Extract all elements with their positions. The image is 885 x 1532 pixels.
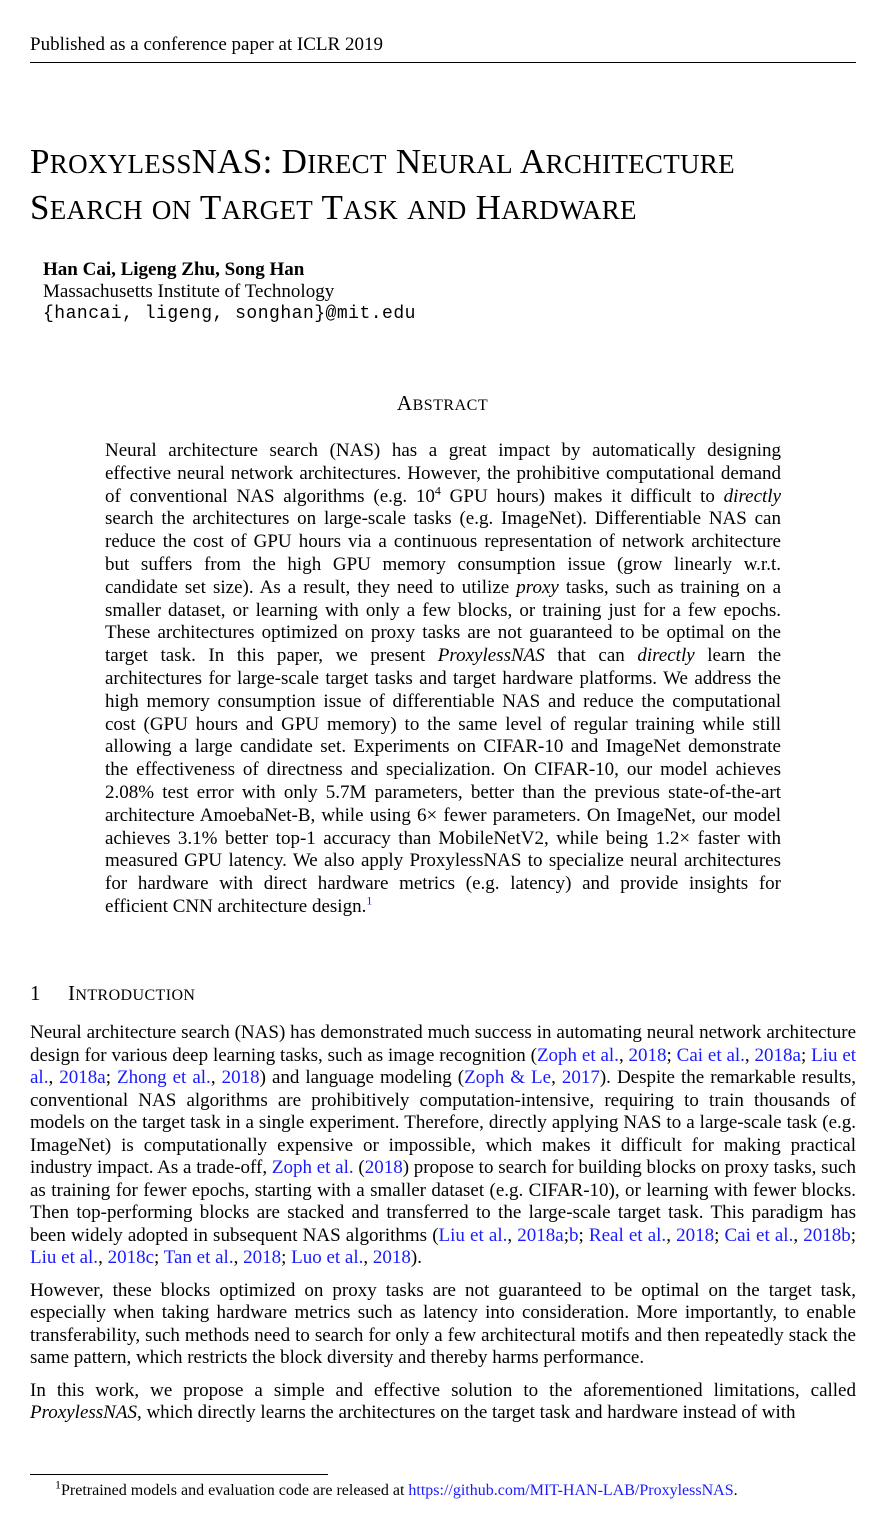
paragraph-text: ; [714, 1224, 725, 1246]
author-names: Han Cai, Ligeng Zhu, Song Han [43, 259, 305, 280]
footnote-end: . [733, 1482, 738, 1499]
abstract-emphasis: directly [637, 645, 695, 667]
citation-link[interactable]: Zoph et al. [271, 1157, 354, 1178]
affiliation: Massachusetts Institute of Technology [43, 281, 335, 302]
abstract-emphasis: directly [723, 485, 781, 507]
footnote-text: Pretrained models and evaluation code are released at [61, 1482, 409, 1499]
abstract-heading: ABSTRACT [396, 391, 489, 415]
intro-paragraph-2: However, these blocks optimized on proxy tasks are not guaranteed to be optimal on the target task, especially when taking hardware metrics such as latency into consideration. More importantly, to enable transferability, such methods need to search for only a few architectural motifs and then repeatedly stack the same pattern, which restricts the block diversity and thereby harms performance. [30, 1279, 856, 1368]
paragraph-text: , [363, 1247, 373, 1268]
paragraph-text: , [233, 1247, 244, 1268]
paragraph-text: , [618, 1044, 629, 1066]
citation-link[interactable]: 2018 [676, 1224, 715, 1246]
exponent: 4 [434, 483, 441, 498]
citation-link[interactable]: Cai et al. [676, 1044, 745, 1066]
paragraph-text: , [666, 1224, 677, 1246]
citation-link[interactable]: 2017 [561, 1067, 600, 1088]
citation-link[interactable]: Luo et al. [291, 1247, 364, 1268]
citation-link[interactable]: Zoph & Le [464, 1067, 552, 1088]
abstract-emphasis: proxy [516, 576, 559, 598]
citation-link[interactable]: Liu et al. [438, 1224, 508, 1246]
paragraph-text: ; [850, 1224, 857, 1246]
citation-link[interactable]: 2018a [754, 1044, 801, 1066]
abstract-text [105, 440, 781, 919]
citation-link[interactable]: Liu et al. [30, 1044, 857, 1088]
intro-paragraph-1 [30, 1022, 856, 1270]
venue-text: Published as a conference paper at ICLR 2019 [30, 34, 383, 55]
citation-link[interactable]: b [568, 1224, 579, 1246]
paragraph-text: , [98, 1247, 108, 1268]
title-line-2: SEARCH ON TARGET TASK AND HARDWARE [30, 188, 637, 227]
footnote-link[interactable]: 1 [366, 893, 373, 908]
citation-link[interactable]: Cai et al. [724, 1224, 794, 1246]
section-title: INTRODUCTION [68, 981, 196, 1005]
section-heading-introduction [30, 981, 195, 1006]
paragraph-text: ) propose to search for building blocks on proxy tasks, such as training for fewer epochs, starting with a smaller dataset (e.g. CIFAR-10), or learning with fewer blocks. Then top-performing blocks are stacked and transferred to the large-scale target task. This paradigm has been widely adopted in subsequent NAS algorithms ( [30, 1157, 856, 1246]
paragraph-text: , [210, 1067, 222, 1088]
paragraph-text: ). [410, 1247, 422, 1268]
paragraph-text: Neural architecture search (NAS) has demonstrated much success in automating neural network architecture design for various deep learning tasks, such as image recognition ( [30, 1022, 856, 1066]
citation-link[interactable]: 2018 [243, 1247, 282, 1268]
paragraph-text: ; [154, 1247, 164, 1268]
footnote-divider [30, 1474, 328, 1475]
abstract-emphasis: ProxylessNAS [437, 645, 545, 667]
paragraph-text: , [744, 1044, 755, 1066]
paragraph-text: ; [800, 1044, 812, 1066]
citation-link[interactable]: 2018a [517, 1224, 564, 1246]
paragraph-text: , [48, 1067, 60, 1088]
title-line-1: PROXYLESSNAS: DIRECT NEURAL ARCHITECTURE [30, 142, 735, 181]
paragraph-text: ; [578, 1224, 589, 1246]
introduction-body [30, 1022, 856, 1435]
abstract-part: search the architectures on large-scale tasks (e.g. ImageNet). Differentiable NAS can reduce the cost of GPU hours via a continuous representation of network architecture but suffers from the high GPU memory consumption issue (grow linearly w.r.t. candidate set size). As a result, they need to utilize [105, 508, 781, 598]
paragraph-part: In this work, we propose a simple and effective solution to the aforementioned limitations, called [30, 1379, 856, 1401]
citation-link[interactable]: 2018 [372, 1247, 411, 1268]
paragraph-emphasis: ProxylessNAS [30, 1402, 137, 1423]
paragraph-part: , which directly learns the architectures on the target task and hardware instead of with [136, 1402, 796, 1423]
author-email[interactable]: {hancai, ligeng, songhan}@mit.edu [43, 304, 416, 324]
citation-link[interactable]: Real et al. [588, 1224, 667, 1246]
paragraph-text: ). Despite the remarkable results, conventional NAS algorithms are prohibitively computation-intensive, requiring to train thousands of models on the target task in a single experiment. Therefore, directly applying NAS to a large-scale task (e.g. ImageNet) is computationally expensive or impossible, which makes it difficult for making practical industry impact. As a trade-off, [30, 1067, 857, 1178]
abstract-part: GPU hours) makes it difficult to [440, 485, 724, 507]
citation-link[interactable]: 2018b [803, 1224, 851, 1246]
paragraph-text: ) and language modeling ( [259, 1067, 465, 1088]
paragraph-text: ; [105, 1067, 117, 1088]
running-header [30, 34, 856, 63]
footnote-url-link[interactable]: https://github.com/MIT-HAN-LAB/ProxylessNAS [408, 1482, 734, 1499]
intro-paragraph-3 [30, 1380, 856, 1425]
citation-link[interactable]: Tan et al. [163, 1247, 234, 1268]
citation-link[interactable]: 2018 [628, 1044, 667, 1066]
paragraph-text: ( [353, 1157, 365, 1178]
citation-link[interactable]: 2018c [107, 1247, 154, 1268]
abstract-part: tasks, such as training on a smaller dataset, or learning with only a few blocks, or training just for a few epochs. These architectures optimized on proxy tasks are not guaranteed to be optimal on the target task. In this paper, we present [105, 576, 782, 667]
section-number: 1 [30, 981, 41, 1005]
paper-title [30, 140, 860, 232]
abstract-part: learn the architectures for large-scale target tasks and target hardware platforms. We address the high memory consumption issue of differentiable NAS and reduce the computational cost (GPU hours and GPU memory) to the same level of regular training while still allowing a large candidate set. Experiments on CIFAR-10 and ImageNet demonstrate the effectiveness of directness and specialization. On CIFAR-10, our model achieves 2.08% test error with only 5.7M parameters, better than the previous state-of-the-art architecture AmoebaNet-B, while using 6× fewer parameters. On ImageNet, our model achieves 3.1% better top-1 accuracy than MobileNetV2, while being 1.2× faster with measured GPU latency. We also apply ProxylessNAS to specialize neural architectures for hardware with direct hardware metrics (e.g. latency) and provide insights for efficient CNN architecture design. [105, 645, 782, 917]
citation-link[interactable]: Liu et al. [30, 1247, 99, 1268]
paragraph-text: , [793, 1224, 804, 1246]
paragraph-text: ; [281, 1247, 292, 1268]
author-block [43, 259, 416, 325]
paragraph-text: , [551, 1067, 562, 1088]
abstract-part: that can [544, 645, 638, 667]
citation-link[interactable]: Zoph et al. [536, 1044, 619, 1066]
abstract-part: Neural architecture search (NAS) has a great impact by automatically designing effective neural network architectures. However, the prohibitive computational demand of conventional NAS algorithms (e.g. 10 [105, 440, 781, 507]
footnote-mark: 1 [55, 1477, 61, 1492]
citation-link[interactable]: 2018 [364, 1157, 403, 1178]
paragraph-text: ; [563, 1224, 569, 1246]
citation-link[interactable]: 2018 [221, 1067, 260, 1088]
paragraph-text: , [507, 1224, 518, 1246]
footnote [55, 1477, 738, 1501]
citation-link[interactable]: Zhong et al. [116, 1067, 211, 1088]
paragraph-text: ; [666, 1044, 677, 1066]
citation-link[interactable]: 2018a [59, 1067, 106, 1088]
